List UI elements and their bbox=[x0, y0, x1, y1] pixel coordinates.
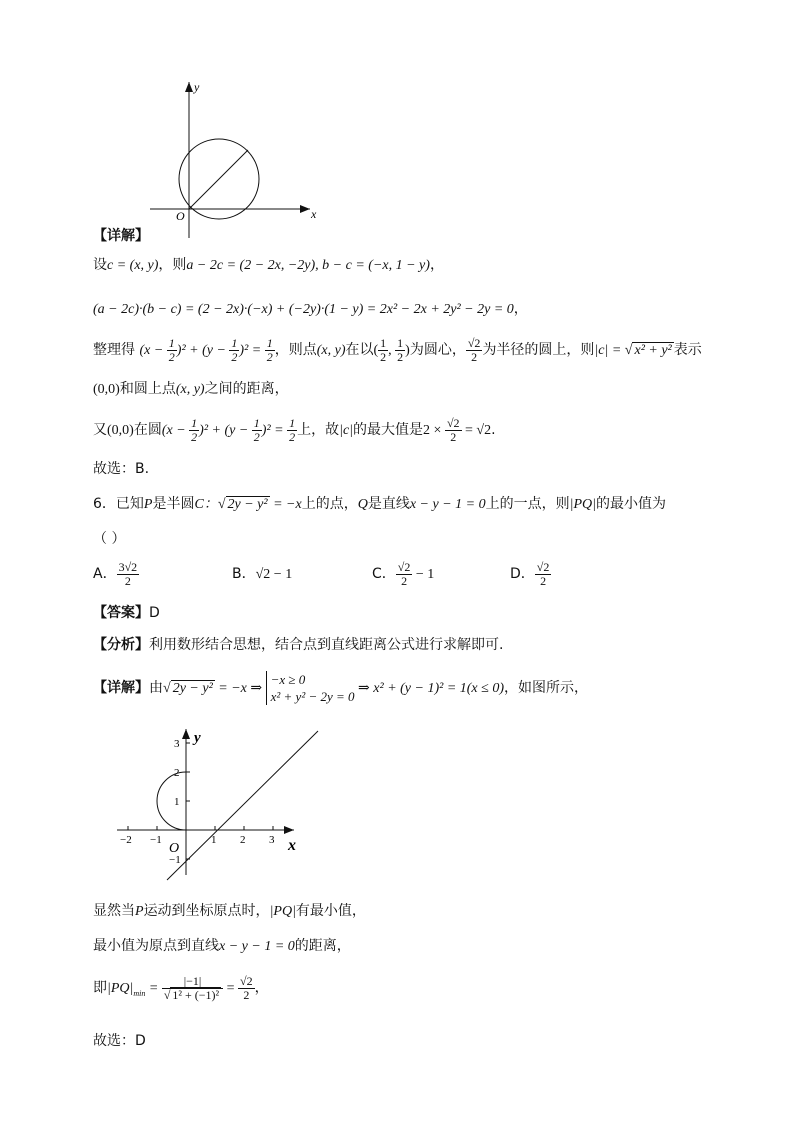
min-value-line: 最小值为原点到直线x − y − 1 = 0的距离， bbox=[93, 938, 351, 954]
x-axis-label: x bbox=[288, 837, 296, 854]
line-arrange: 整理得 (x − $\frac{1}{2}$ )² + (y − $\frac{1}{2}$ )² = $\frac{1}{2}$ ，则点(x, y)在以( $\frac{1}{2}$ , $\frac{1}{2}$ )为圆心， $\frac{√2}{2}$ 为半径的圆上，则|c| = √ x² + y² 表示 bbox=[93, 336, 702, 365]
semicircle-figure bbox=[112, 725, 322, 885]
question-6: 6．已知P是半圆C：√ 2y − y² = −x上的点，Q是直线x − y − 1 = 0上的一点，则|PQ|的最小值为 bbox=[93, 496, 666, 512]
circle-figure bbox=[150, 78, 340, 243]
answer-paren: （ ） bbox=[93, 531, 126, 547]
ytick-2: 2 bbox=[174, 767, 180, 779]
y-axis-label: y bbox=[194, 730, 201, 746]
xtick-neg1: −1 bbox=[150, 834, 162, 846]
xtick-2: 2 bbox=[240, 834, 246, 846]
line-distance: (0,0)和圆上点(x, y)之间的距离， bbox=[93, 381, 289, 397]
line-x-y-1 bbox=[167, 731, 318, 880]
answer-line: 【答案】D bbox=[93, 605, 160, 621]
option-c: C． $\frac{√2}{2}$ − 1 bbox=[372, 560, 435, 589]
answer-b-line: 故选：B. bbox=[93, 461, 150, 477]
origin-label: O bbox=[176, 209, 185, 223]
obvious-line: 显然当P运动到坐标原点时，|PQ|有最小值， bbox=[93, 903, 366, 919]
option-a: A． $\frac{3√2}{2}$ bbox=[93, 560, 138, 589]
detail-2-line: 【详解】由√ 2y − y² = −x ⇒ −x ≥ 0 x² + y² − 2y = 0 ⇒ x² + (y − 1)² = 1(x ≤ 0)，如图所示， bbox=[93, 672, 588, 704]
xtick-3: 3 bbox=[269, 834, 275, 846]
origin-label: O bbox=[169, 841, 180, 856]
detail-heading-1: 【详解】 bbox=[93, 228, 149, 244]
xtick-1: 1 bbox=[211, 834, 217, 846]
line-again: 又(0,0)在圆(x − $\frac{1}{2}$ )² + (y − $\frac{1}{2}$ )² = $\frac{1}{2}$ 上，故|c|的最大值是2 × $\frac{√2}{2}$ = √2. bbox=[93, 416, 496, 445]
ytick-neg1: −1 bbox=[169, 854, 181, 866]
y-axis-label: y bbox=[194, 80, 200, 94]
ytick-1: 1 bbox=[174, 796, 180, 808]
answer-d-line: 故选：D bbox=[93, 1033, 146, 1049]
ytick-3: 3 bbox=[174, 738, 180, 750]
analysis-line: 【分析】利用数形结合思想，结合点到直线距离公式进行求解即可. bbox=[93, 637, 504, 653]
option-d: D． $\frac{√2}{2}$ bbox=[510, 560, 550, 589]
line-set: 设c = (x, y)，则a − 2c = (2 − 2x, −2y), b − c = (−x, 1 − y)， bbox=[93, 257, 444, 273]
x-axis-label: x bbox=[311, 207, 317, 221]
semicircle-arc bbox=[157, 772, 186, 830]
ie-line: 即$|PQ|_{min}$ = $\frac{|-1|}{\text{√ 1² + (−1)²}}$ = $\frac{√2}{2}$ ， bbox=[93, 974, 269, 1003]
option-b: B．√2 − 1 bbox=[232, 566, 293, 582]
xtick-neg2: −2 bbox=[120, 834, 132, 846]
diameter-line bbox=[189, 150, 248, 209]
line-dot-product: (a − 2c)·(b − c) = (2 − 2x)·(−x) + (−2y)·(1 − y) = 2x² − 2x + 2y² − 2y = 0， bbox=[93, 301, 528, 317]
